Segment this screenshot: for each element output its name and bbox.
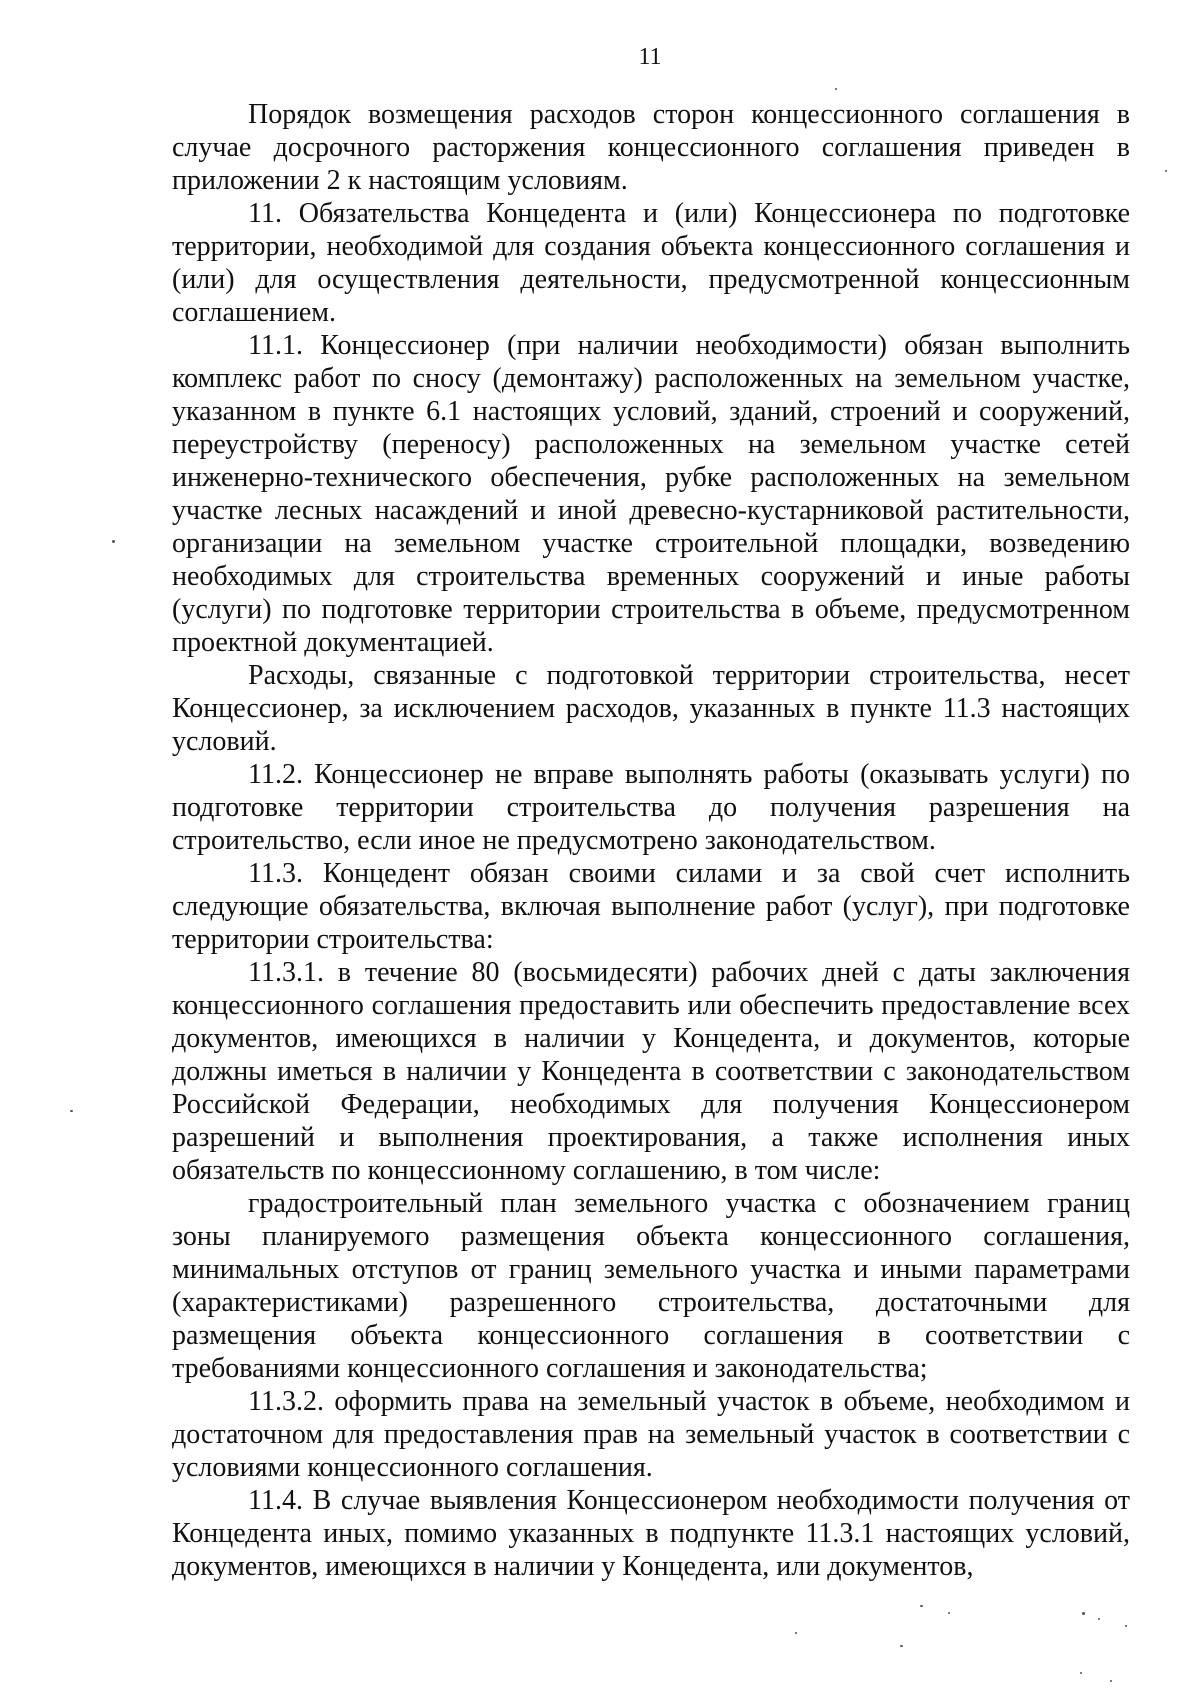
scan-speck bbox=[900, 1645, 903, 1647]
paragraph-11-2: 11.2. Концессионер не вправе выполнять работы (оказывать услуги) по подготовке территории строительства до получения разрешения на строительство, если иное не предусмотрено законодательством. bbox=[172, 759, 1130, 856]
scan-speck bbox=[920, 1605, 923, 1607]
scan-speck bbox=[1080, 1672, 1082, 1674]
scan-speck bbox=[1165, 170, 1167, 172]
paragraph-11-3: 11.3. Концедент обязан своими силами и за свой счет исполнить следующие обязательства, включая выполнение работ (услуг), при подготовке территории строительства: bbox=[172, 858, 1130, 955]
paragraph-11-3-2: 11.3.2. оформить права на земельный участок в объеме, необходимом и достаточном для предоставления прав на земельный участок в соответствии с условиями концессионного соглашения. bbox=[172, 1386, 1130, 1483]
page-number: 11 bbox=[638, 44, 662, 70]
scan-speck bbox=[948, 1612, 950, 1614]
scan-speck bbox=[835, 88, 837, 90]
paragraph-expenses: Расходы, связанные с подготовкой территории строительства, несет Концессионер, за исключением расходов, указанных в пункте 11.3 настоящих условий. bbox=[172, 660, 1130, 757]
scan-speck bbox=[795, 1632, 797, 1634]
paragraph-11-4: 11.4. В случае выявления Концессионером необходимости получения от Концедента иных, помимо указанных в подпункте 11.3.1 настоящих условий, документов, имеющихся в наличии у Концедента, или документов, bbox=[172, 1485, 1130, 1582]
scan-speck bbox=[1125, 1625, 1127, 1627]
paragraph-11-1: 11.1. Концессионер (при наличии необходимости) обязан выполнить комплекс работ по сносу (демонтажу) расположенных на земельном участке, указанном в пункте 6.1 настоящих условий, зданий, строений и сооружений, переустройству (переносу) расположенных на земельном участке сетей инженерно-технического обеспечения, рубке расположенных на земельном участке лесных насаждений и иной древесно-кустарниковой растительности, организации на земельном участке строительной площадки, возведению необходимых для строительства временных сооружений и иные работы (услуги) по подготовке территории строительства в объеме, предусмотренном проектной документацией. bbox=[172, 330, 1130, 658]
paragraph-section-11-heading: 11. Обязательства Концедента и (или) Концессионера по подготовке территории, необходимой для создания объекта концессионного соглашения и (или) для осуществления деятельности, предусмотренной концессионным соглашением. bbox=[172, 198, 1130, 328]
scan-speck bbox=[1082, 1612, 1085, 1615]
scan-speck bbox=[1098, 1618, 1100, 1620]
paragraph-urban-plan: градостроительный план земельного участка с обозначением границ зоны планируемого размещения объекта концессионного соглашения, минимальных отступов от границ земельного участка и иными параметрами (характеристиками) разрешенного строительства, достаточными для размещения объекта концессионного соглашения в соответствии с требованиями концессионного соглашения и законодательства; bbox=[172, 1188, 1130, 1384]
paragraph-11-3-1: 11.3.1. в течение 80 (восьмидесяти) рабочих дней с даты заключения концессионного соглашения предоставить или обеспечить предоставление всех документов, имеющихся в наличии у Концедента, и документов, которые должны иметься в наличии у Концедента в соответствии с законодательством Российской Федерации, необходимых для получения Концессионером разрешений и выполнения проектирования, а также исполнения иных обязательств по концессионному соглашению, в том числе: bbox=[172, 957, 1130, 1186]
paragraph-compensation-order: Порядок возмещения расходов сторон концессионного соглашения в случае досрочного расторжения концессионного соглашения приведен в приложении 2 к настоящим условиям. bbox=[172, 99, 1130, 196]
document-body bbox=[172, 98, 1130, 1583]
scan-speck bbox=[112, 540, 115, 543]
scan-speck bbox=[1110, 1680, 1112, 1682]
scan-speck bbox=[70, 1110, 73, 1112]
